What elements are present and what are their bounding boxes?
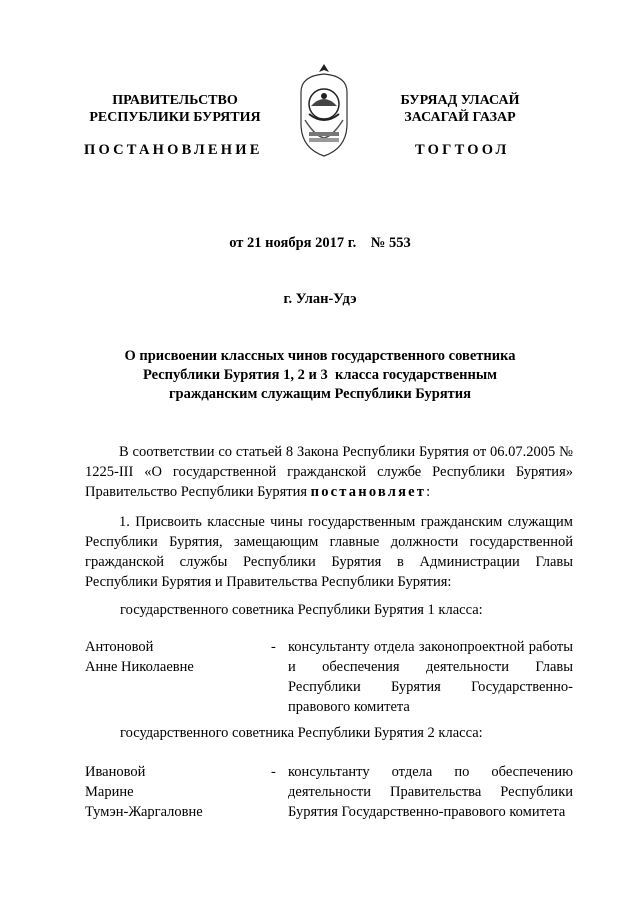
- issuer-bua-line2: ЗАСАГАЙ ГАЗАР: [404, 110, 516, 125]
- issuer-bua: [385, 92, 535, 126]
- class1-position: консультанту отдела законопроектной работы и обеспечения деятельности Главы Республики Бурятия Государственно-правового комитета: [288, 639, 573, 715]
- date-number: от 21 ноября 2017 г. № 553: [229, 235, 411, 251]
- preamble-text: В соответствии со статьей 8 Закона Республики Бурятия от 06.07.2005 № 1225-III «О государственной гражданской службе Республики Бурятия» Правительство Республики Бурятия: [85, 444, 573, 500]
- doc-type-bua: ТОГТООЛ: [415, 142, 510, 158]
- preamble-suffix: :: [426, 484, 431, 500]
- class2-patronymic: Тумэн-Жаргаловне: [85, 804, 203, 820]
- coat-of-arms-icon: [295, 62, 353, 158]
- issuer-ru-line1: ПРАВИТЕЛЬСТВО: [112, 93, 238, 108]
- doc-title-line1: О присвоении классных чинов государственного советника: [124, 348, 516, 364]
- doc-title-line2: Республики Бурятия 1, 2 и 3 класса государственным: [142, 367, 498, 383]
- class1-given: Анне Николаевне: [85, 659, 194, 675]
- issuer-bua-line1: БУРЯАД УЛАСАЙ: [400, 93, 520, 108]
- issuer-ru: [85, 92, 265, 126]
- class1-surname: Антоновой: [85, 639, 154, 655]
- class1-name: [85, 637, 194, 677]
- class2-name: [85, 762, 203, 822]
- class1-dash: -: [271, 639, 276, 655]
- class2-surname: Ивановой: [85, 764, 146, 780]
- issuer-ru-line2: РЕСПУБЛИКИ БУРЯТИЯ: [89, 110, 261, 125]
- clause-1: 1. Присвоить классные чины государственным гражданским служащим Республики Бурятия, замещающим главные должности государственной гражданской службы Республики Бурятия в Администрации Главы Республики Бурятия и Правительства Республики Бурятия:: [85, 514, 573, 590]
- class2-position: консультанту отдела по обеспечению деятельности Правительства Республики Бурятия Государственно-правового комитета: [288, 764, 573, 820]
- class1-heading: государственного советника Республики Бурятия 1 класса:: [120, 602, 483, 618]
- class2-given: Марине: [85, 784, 134, 800]
- preamble: [85, 442, 573, 502]
- class2-heading: государственного советника Республики Бурятия 2 класса:: [120, 725, 483, 741]
- preamble-emphasis: постановляет: [310, 484, 427, 500]
- doc-title-line3: гражданским служащим Республики Бурятия: [168, 386, 472, 402]
- city: г. Улан-Удэ: [283, 291, 357, 307]
- doc-type-ru: ПОСТАНОВЛЕНИЕ: [84, 142, 263, 158]
- doc-title: [0, 347, 640, 404]
- class2-dash: -: [271, 764, 276, 780]
